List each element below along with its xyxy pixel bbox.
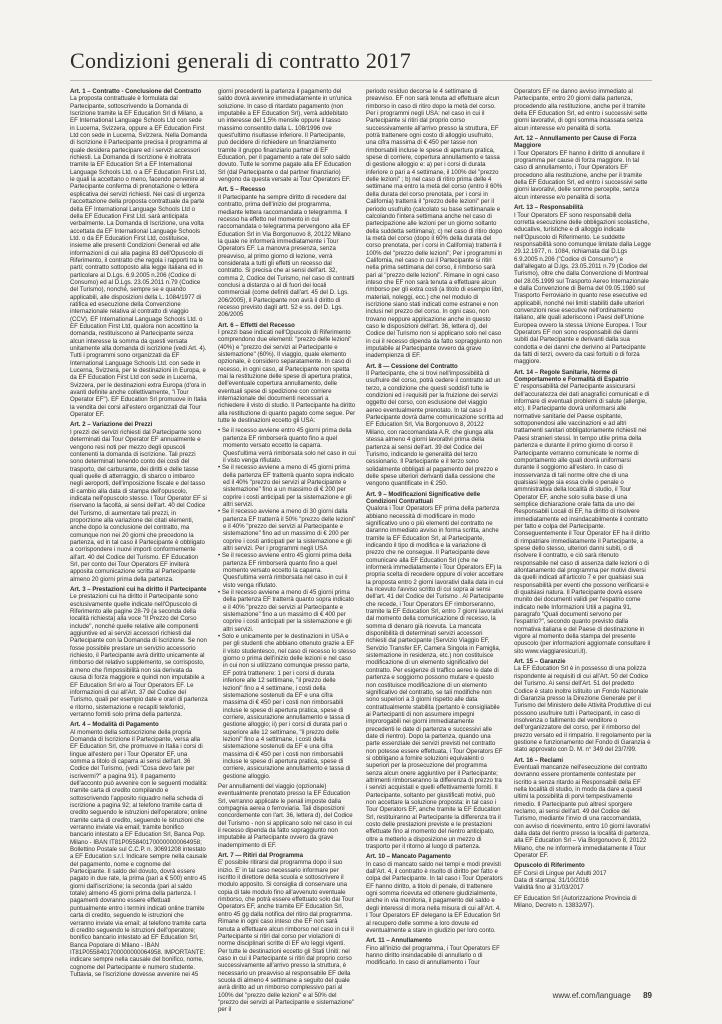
section-paragraph: Per annullamenti del viaggio (opzionale) eventualmente prenotato presso la EF Education Srl, verranno applicate le penali imposte dalla compagnia aerea o ferroviaria. Tali disposizioni concordemente con l'art. 36, lettera d), del Codice del Turismo - non si applicano solo nel caso in cui il recesso dipenda da fatto sopraggiunto non imputabile al Partecipante ovvero da grave inadempimento di EF. <box>218 782 353 849</box>
section-heading: Art. 3 – Prestazioni cui ha diritto il Partecipante <box>70 586 207 594</box>
section-heading: Art. 4 – Modalità di Pagamento <box>70 721 159 729</box>
section-heading: Art. 13 – Responsabilità <box>514 204 584 212</box>
list-item: • Se il recesso avviene a meno di 45 giorni prima della partenza EF tratterrà quanto sopra indicato ed il 40% "prezzo dei servizi al Partecipante e sistemazione" fino a un massimo di € 200 per coprire i costi anticipati per la sistemazione e gli altri servizi. <box>218 464 356 508</box>
section-paragraph: EF Education Srl (Autorizzazione Provincia di Milano, Decreto n. 13832/97). <box>514 894 637 910</box>
list-item: • Solo e unicamente per le destinazioni in USA e per gli studenti che abbiano ottenuto grazie a EF il visto studentesco, nel caso di recesso lo stesso giorno o prima dell'inizio delle lezioni e nel caso in cui non si utilizzano comunque presso parte, EF potrà trattenere: 1 per i corsi di durata inferiore alle 12 settimane, "il prezzo delle lezioni" fino a 4 settimane, i costi della sistemazione sostenuti da EF e una cifra massima di € 450 per i costi non rimborsabili incluse le spese di apertura pratica, spese di corriere, assicurazione annullamento e tassa di gestione alloggio; ii) per i corsi di durata pari o superiore alle 12 settimane, "il prezzo delle lezioni" fino a 4 settimane, i costi della sistemazione sostenuti da EF e una cifra massima di € 450 per i costi non rimborsabili incluse le spese di apertura pratica, spese di corriere, assicurazione annullamento e tassa di gestione alloggio. <box>218 633 356 780</box>
section-paragraph: E' possibile ritirarsi dal programma dopo il suo inizio. E' in tal caso necessario informare per iscritto il direttore della scuola e sottoscrivere il modulo apposito. Si consiglia di conservare una copia di tale modulo fino all'avvenuto eventuale rimborso, che potrà essere effettuato solo dai Tour Operators EF, anche tramite EF Education Srl, entro 45 gg dalla notifica del ritiro dal programma. Rimane in ogni caso inteso che EF non sarà tenuta a effettuare alcun rimborso nel caso in cui il Partecipante si ritiri dal corso per violazioni di norme disciplinari scritte di EF e/o leggi vigenti. Per tutte le destinazioni eccetto gli Stati Uniti: nel caso in cui il Partecipante si ritiri dal proprio corso successivamente all'arrivo presso la struttura, è necessario un preavviso al responsabile EF della scuola di almeno 4 settimane a seguito del quale avrà diritto ad un rimborso complessivo pari al 100% del "prezzo delle lezioni" e al 50% del "prezzo dei servizi al Partecipante e sistemazione" per il <box>218 859 355 1014</box>
section-paragraph: periodo residuo decorse le 4 settimane di preavviso. EF non sarà tenuta ad effettuare alcun rimborso in caso di ritiro dopo la metà del corso. Per i programmi negli USA: nel caso in cui il Partecipante si ritiri dal proprio corso successivamente all'arrivo presso la struttura, EF potrà trattenere ogni costo di alloggio usufruito, una cifra massima di € 450 per tasse non rimborsabili incluse le spese di apertura pratica, spese di corriere, copertura annullamento e tassa di gestione alloggio e: a) per i corsi di durata inferiore o pari a 4 settimane, il 100% del "prezzo delle lezioni" ; b) nel caso di ritiro prima delle 4 settimane ma entro la metà del corso (entro il 60% della durata del corso prenotata, per i corsi in California) tratterrà il "prezzo delle lezioni" per il periodo usufruito (calcolato su base settimanale e calcolando l'intera settimana anche nel caso di partecipazione alle lezioni per un giorno soltanto della suddetta settimana); c) nel caso di ritiro dopo la metà del corso (dopo il 60% della durata del corso prenotata, per i corsi in California) tratterrà il 100% del "prezzo delle lezioni"; Per i programmi in California, nel caso in cui il Partecipante si ritiri nella prima settimana del corso, il rimborso sarà pari al "prezzo delle lezioni". Rimane in ogni caso inteso che EF non sarà tenuta a effettuare alcun rimborso per gli extra costi (a titolo di esempio libri, materiali, noleggi, ecc.) che nel modulo di iscrizione siano stati indicati come estranei e non inclusi nel prezzo del corso. In ogni caso, non trovano neppure applicazione anche in questo caso le disposizioni dell'art. 36, lettera d), del Codice del Turismo non si applicano solo nel caso in cui il recesso dipenda da fatto sopraggiunto non imputabile al Partecipante ovvero da grave inadempienza di EF. <box>366 88 504 360</box>
section-paragraph: Fino all'inizio del programma, i Tour Operators EF hanno diritto insindacabile di annullarlo o di modificarlo. In caso di annullamento i Tour <box>366 944 500 967</box>
list-item: • Se il recesso avviene a meno di 45 giorni prima della partenza EF tratterrà quanto sopra indicato e il 40% "prezzo dei servizi al Partecipante e sistemazione" fino a un massimo di € 400 per coprire i costi anticipati per la sistemazione e gli altri servizi. <box>218 589 356 633</box>
section-heading: Art. 10 – Mancato Pagamento <box>366 853 451 861</box>
section-paragraph: giorni precedenti la partenza il pagamento del saldo dovrà avvenire immediatamente in un'unica soluzione. In caso di ritardato pagamento (non imputabile a EF Education Srl), verrà addebitato un interesse del 1,5% mensile oppure il tasso massimo consentito dalla L. 108/1996 ove quest'ultimo risultasse inferiore. Il Partecipante, può decidere di richiedere un finanziamento tramite il gruppo finanziario partner di EF Education, per il pagamento a rate del solo saldo dovuto. Tutte le somme pagate alla EF Education Srl (dal Partecipante o dal partner finanziario) vengono da questa versate ai Tour Operators EF. <box>218 88 352 184</box>
text-column-1 <box>70 88 208 980</box>
text-column-4 <box>514 88 652 980</box>
text-column-2 <box>218 88 356 1014</box>
section-heading: Art. 5 – Recesso <box>218 186 266 194</box>
page-footer <box>553 991 652 1000</box>
section-paragraph: Il Partecipante ha sempre diritto di recedere dal contratto, prima dell'inizio del programma, mediante lettera raccomandata o telegramma. Il recesso ha effetto nel momento in cui raccomandata o telegramma pervengono alla EF Education Srl in Via Borgonuovo 8, 20122 Milano la quale ne informerà immediatamente i Tour Operators EF. La manovra presenza, senza preavviso, al primo giorno di lezione, verrà considerata a tutti gli effetti un recesso dal contratto. Si precisa che ai sensi dell'art. 32, comma 2, Codice del Turismo, nel caso di contratti conclusi a distanza o al di fuori dei locali commerciali (come definiti dall'art. 45 del D. Lgs. 206/2005), il Partecipante non avrà il diritto di recesso previsto dagli artt. 52 e ss. del D. Lgs. 206/2005 <box>218 193 355 319</box>
section-paragraph: I prezzi base indicati nell'Opuscolo di Riferimento comprendono due elementi: "prezzo delle lezioni" (40%) e "prezzo dei servizi al Partecipante e sistemazione" (60%). Il viaggio, quale elemento opzionale, è considero separatamente. In caso di recesso, in ogni caso, al Partecipante non spetta mai la restituzione delle spese di apertura pratica, dell'eventuale copertura annullamento, delle eventuali spese di spedizione con corriere internazionale dei documenti necessari a richiedere il visto di studio. Il Partecipante ha diritto alla restituzione di quanto pagato come segue. Per tutte le destinazioni eccetto gli USA: <box>218 329 356 425</box>
section-paragraph: Eventuali mancanze nell'esecuzione del contratto dovranno essere prontamente contestate per iscritto a senza ritardo ai Responsabili della EF nella località di studio, in modo da dare a questi ultimi la possibilità di porvi tempestivamente rimedio. Il Partecipante può altresì sporgere reclamo, ai sensi dell'art. 49 del Codice del Turismo, mediante l'invio di una raccomandata, con avviso di ricevimento, entro 10 giorni lavorativi dalla data del rientro presso la località di partenza, alla EF Education Srl – Via Borgonuovo 8, 20122 Milano, che ne informerà immediatamente il Tour Operator EF. <box>514 763 651 860</box>
list-item: • Se il recesso avviene entro 45 giorni prima della partenza EF rimborserà quanto fino a quel momento versato eccetto la caparra. Quest'ultima verrà rimborsata solo nel caso in cui il visto venga rifiutato. <box>218 427 356 464</box>
section-paragraph: In caso di mancato saldo nei tempi e modi previsti dall'Art. 4, il contratto è risolto di diritto per fatto e colpa del Partecipante. In tal caso i Tour Operators EF hanno diritto, a titolo di penale, di trattenere ogni somma ricevuta ed ottenere giudizialmente, anche in via monitoria, il pagamento del saldo e degli interessi di mora nella misura di cui all'Art. 4. I Tour Operators EF delegano la EF Education Srl al recupero delle somme a loro dovute ed eventualmente a stare in giudizio per loro conto. <box>366 860 503 934</box>
section-paragraph: Operators EF ne danno avviso immediato al Partecipante, entro 20 giorni dalla partenza, procedendo alla restituzione, anche per il tramite della EF Education Srl, ed entro i successivi sette giorni lavorativi, di ogni somma incassata senza alcun interesse e/o penalità di sorta. <box>514 88 648 132</box>
text-column-3 <box>366 88 504 980</box>
section-heading: Art. 11 – Annullamento <box>366 937 432 945</box>
section-heading: Art. 8 — Cessione del Contratto <box>366 362 458 370</box>
section-heading: Art. 15 – Garanzie <box>514 658 566 666</box>
section-paragraph: Le prestazioni cui ha diritto il Partecipante sono esclusivamente quelle indicate nell'Opuscolo di Riferimento alle pagine 28-79 (a seconda della località richiesta) alla voce "Il Prezzo del Corso include", nonché quelle relative alle componenti aggiuntive ed ai servizi accessori richiesti dal Partecipante con la Domanda di Iscrizione. Se non fosse possibile prestare un servizio accessorio richiesto, il Partecipante avrà diritto unicamente al rimborso del relativo supplemento, se corrisposto, a meno che l'impossibilità non sia derivata da causa di forza maggiore e quindi non imputabile a EF Education Srl e/o ai Tour Operators EF. Le informazioni di cui all'Art. 37 del Codice del Turismo, quali per esempio date e orari di partenza e ritorno, sistemazione e recapiti telefonici, verranno forniti solo prima della partenza. <box>70 593 208 718</box>
section-paragraph: Il Partecipante, che si trovi nell'impossibilità di usufruire del corso, potrà cedere il contratto ad un terzo, a condizione che questi soddisfi tutte le condizioni ed i requisiti per la fruizione dei servizi oggetto del corso, con esclusione del viaggio aereo eventualmente prenotato. In tal caso il Partecipante dovrà darne comunicazione scritta ad EF Education Srl, Via Borgonuovo 8, 20122 Milano, con raccomandata A.R. che giunga alla stessa almeno 4 giorni lavorativi prima della partenza ai sensi dell'art. 39 del Codice del Turismo, indicando le generalità del terzo cessionario. Il Partecipante e il terzo sono solidalmente obbligati al pagamento del prezzo e delle spese ulteriori derivanti dalla cessione che vengono quantificate in € 250. <box>366 370 504 488</box>
section-heading: Art. 1 – Contratto - Conclusione del Contratto <box>70 88 202 95</box>
section-heading: Opuscolo di Riferimento <box>514 862 585 870</box>
section-paragraph: I prezzi dei servizi richiesti dal Partecipante sono determinati dai Tour Operator EF annualmente e vengono resi noti per mezzo degli opuscoli contenenti la domanda di iscrizione. Tali prezzi sono determinati tenendo conto dei costi del trasporto, del carburante, dei diritti e delle tasse quali quelle di atterraggio, di sbarco o imbarco negli aeroporti, dell'imposizione fiscale e del tasso di cambio alla data di stampa dell'opuscolo, indicata nell'opuscolo stesso. I Tour Operator EF si riservano la facoltà, ai sensi dell'art. 40 del Codice del Turismo, di aumentare tali prezzi, in proporzione alla variazione dei citati elementi, anche dopo la conclusione del contratto, ma comunque non nei 20 giorni che precedono la partenza, ed in tal caso il Partecipante è obbligato a corrispondere i nuovi importi conformemente all'art. 40 del Codice del Turismo. EF Education Srl, per conto dei Tour Operators EF inviterà apposita comunicazione scritta al Partecipante almeno 20 giorni prima della partenza. <box>70 428 207 583</box>
section-heading: Art. 14 – Regole Sanitarie, Norme di Comportamento e Formalità di Espatrio <box>514 368 629 384</box>
list-item: • Se il recesso avviene a meno di 30 giorni dalla partenza EF tratterrà il 50% "prezzo delle lezioni" e il 40% "prezzo dei servizi al Partecipante e sistemazione" fino ad un massimo di € 200 per coprire i costi anticipati per la sistemazione e gli altri servizi. Per i programmi negli USA <box>218 508 356 552</box>
page-number: 89 <box>643 991 652 1000</box>
section-heading: Art. 9 – Modificazioni Significative delle Condizioni Contrattuali <box>366 490 481 505</box>
section-heading: Art. 2 – Variazione dei Prezzi <box>70 421 153 429</box>
bullet-list <box>218 427 356 780</box>
section-paragraph: Qualora i Tour Operators EF prima della partenza abbiano necessità di modificare in modo significativo uno o più elementi del contratto ne daranno immediato avviso in forma scritta, anche tramite la EF Education Srl, al Partecipante, indicando il tipo di modifica e la variazione di prezzo che ne consegue. Il Partecipante deve comunicare alla EF Education Srl (che ne informerà immediatamente i Tour Operators EF) la propria scelta di recedere oppure di voler accettare la proposta entro 2 giorni lavorativi dalla data in cui ha ricevuto l'avviso scritto di cui sopra ai sensi dell'art. 41 del Codice del Turismo . Al Partecipante che recede, i Tour Operators EF rimborseranno, tramite la EF Education Srl, entro 7 giorni lavorativi dal momento della comunicazione di recesso, la somma di denaro già ricevuta. La mancata disponibilità di determinati servizi accessori richiesti dal partecipante (Servizio Viaggio EF, Servizio Transfer EF, Camera Singola in Famiglia, sistemazione in residenza, etc.) non costituisce modificazione di un elemento significativo del contratto. Per esigenze di traffico aereo le date di partenza e soggiorno possono mutare e questo non costituisce modificazione di un elemento significativo del contratto, se tali modifiche non sono superiori a 3 giorni rispetto alle data contrattualmente stabilita (pertanto è consigliabile ai Partecipanti di non assumere impegni improrogabili nei giorni immediatamente precedenti le date di partenza e successivi alle date di rientro). Dopo la partenza, quando una parte essenziale dei servizi previsti nel contratto non potesse essere effettuata, i Tour Operators EF si obbligano a fornire soluzioni equivalenti o superiori per la prosecuzione del programma senza alcun onere aggiuntivo per il Partecipante; altrimenti rimborseranno la differenza di prezzo tra i servizi acquistati e quelli effettivamente forniti. Il Partecipante, soltanto per giustificati motivi, può non accettare la soluzione proposta: in tal caso i Tour Operators EF, anche tramite la EF Education Srl, restituiranno al Partecipante la differenza tra il costo delle prestazioni previste e le prestazioni effettuate fino al momento del rientro anticipato, oltre a metterlo a disposizione un mezzo di trasporto per il ritorno al luogo di partenza. <box>366 505 504 851</box>
section-paragraph: Al momento della sottoscrizione della propria Domanda di Iscrizione il Partecipante, versa alla EF Education Srl, che promuove in Italia i corsi di lingue all'estero per i Tour Operator EF, una somma a titolo di caparra ai sensi dell'art. 36 Codice del Turismo, (vedi "Cosa devo fare per iscrivermi?" a pagina 91). Il pagamento dell'acconto può avvenire con le seguenti modalità: tramite carta di credito compilando e sottoscrivendo l'apposito riquadro nella scheda di iscrizione a pagina 92; al telefono tramite carta di credito seguendo le istruzioni dell'operatore; online tramite carta di credito, seguendo le istruzioni che verranno inviate via email; tramite bonifico bancario intestato a EF Education Srl, Banca Pop. Milano - IBAN IT81P0558401700000000064958; Bollettino Postale sul C.C.P. n. 30691208 intestato a EF Education s.r.l. Indicare sempre nella causale del pagamento, nome e cognome del Partecipante. Il saldo del dovuto, dovrà essere pagato in due rate, la prima (pari a € 500) entro 45 giorni dall'iscrizione; la seconda (pari al saldo totale) almeno 45 giorni prima della partenza. I pagamenti dovranno essere effettuati puntualmente entro i termini indicati online tramite carta di credito, seguendo le istruzioni che verranno inviate via email; al telefono tramite carta di credito seguendo le istruzioni dell'operatore; bonifico bancario intestato ad EF Education Srl, Banca Popolare di Milano - IBAN IT81P0558401700000000064958. IMPORTANTE: indicare sempre nella causale del bonifico, nome, cognome del Partecipante e numero studente. Tuttavia, se l'iscrizione dovesse avvenire nei 45 <box>70 728 208 978</box>
section-paragraph: E' responsabilità del Partecipante assicurarsi dell'accuratezza dei dati anagrafici comunicati e di informare di eventuali problemi di salute (allergie, etc). Il Partecipante dovrà uniformarsi alle normative sanitarie del Paese ospitante, sottoponendosi alle vaccinazioni e ad altri trattamenti sanitari obbligatoriamente richiesti nei Paesi stranieri stessi. In tempo utile prima della partenza e durante il primo giorno di corso il Partecipante verranno comunicate le norme di comportamento alle quali dovrà uniformarsi durante il soggiorno all'estero. In caso di inosservanza di tali norme oltre che di una qualsiasi legge sia essa civile o penale o ammnistrativa della località di studio, il Tour Operator EF, anche solo sulla base di una semplice dichiarazione orale fatta da uno dei Responsabili Locali di EF, ha diritto di risolvere immediatamente ed insindacabilmente il contratto per fatto e colpa del Partecipante. Conseguentemente il Tour Operator EF ha il diritto di rimpatriare immediatamente il Partecipante, a spese dello stesso, ulteriori danni subiti, o di risolvere il contratto, e ciò sarà ritenuto responsabile nel caso di assenza dalle lezioni o di allontanamento dal programma per motivi diversi da quelli indicati all'articolo 7 e per qualsiasi sua responsabilità per eventi che possono verificarsi e di qualsiasi natura. Il Partecipante dovrà essere munito dei documenti validi per l'espatrio come indicato nelle Informazioni Utili a pagina 91, paragrafo "Quali documenti servono per l'espatrio?", secondo quanto previsto dalla normativa italiana e del Paese di destinazione in vigore al momento della stampa del presente opuscolo (per informazioni aggiornate consultare il sito www.viaggiaresicuri.it). <box>514 383 651 655</box>
section-heading: Art. 6 – Effetti del Recesso <box>218 321 295 329</box>
list-item: • Se il recesso avviene entro 45 giorni prima della partenza EF rimborserà quanto fino a quel momento versato eccetto la caparra. Quest'ultima verrà rimborsata nel caso in cui il visto venga rifiutato. <box>218 552 356 589</box>
title-divider <box>70 80 652 81</box>
section-heading: Art. 16 – Reclami <box>514 756 564 764</box>
section-paragraph: I Tour Operators EF hanno il diritto di annullare il programma per cause di forza maggiore. In tal caso di annullamento, i Tour Operators EF procedono alla restituzione, anche per il tramite della EF Education Srl, ed entro i successivi sette giorni lavorativi, delle somme percepite, senza alcun interesse e/o penalità di sorta. <box>514 149 648 201</box>
page-title: Condizioni generali di contratto 2017 <box>70 48 412 73</box>
section-paragraph: EF Corsi di Lingue per Adulti 2017 Data di stampa: 31/10/2016 Validità fino al 31/03/2017 <box>514 869 607 892</box>
section-paragraph: I Tour Operators EF sono responsabili della corretta esecuzione delle obbligazioni scolastiche, educative, turistiche e di alloggio indicate nell'Opuscolo di Riferimento. Le suddette responsabilità sono comunque limitate dalla Legge 29.12.1977, n. 1084, richiamata dal D.Lgs 6.9.2005 n.206 ("Codice di Consumo") e dall'allegato al D.lgs. 23.05.2011 n.79 (Codice del Turismo), oltre che dalla Convenzione di Montreal del 28.05.1999 sul Trasporto Aereo Internazionale e dalla Convenzione di Berna del 09.05.1980 sul Trasporto Ferroviario in quanto rese esecutive ed applicabili, nonché nei limiti stabiliti dalle ulteriori convenzioni rese esecutive nell'ordinamento italiano, alle quali aderiscono i Paesi dell'Unione Europea ovvero la stessa Unione Europea. I Tour Operators EF non sono responsabili dei danni subiti dal Partecipante e derivanti dalla sua condotta e dei danni che derivino al Partecipante da fatti di terzi, ovvero da casi fortuiti o di forza maggiore. <box>514 211 651 366</box>
section-heading: Art. 7 — Ritiri dal Programma <box>218 852 303 860</box>
footer-url-link[interactable]: www.ef.com/language <box>552 991 631 1000</box>
section-paragraph: La proposta contrattuale è formulata dal Partecipante, sottoscrivendo la Domanda di Iscrizione tramite la EF Education Srl di Milano, a EF International Language Schools Ltd con sede in Lucerna, Svizzera, oppure a EF Education First Ltd con sede in Lucerna, Svizzera. Nella Domanda di Iscrizione il Partecipante precisa il programma al quale desidera partecipare ed i servizi accessori richiesti. La Domanda di Iscrizione è inoltrata tramite la EF Education Srl a EF International Language Schools Ltd. o a EF Education First Ltd, le quali la accettano o meno, facendo pervenire al Partecipante conferma di prenotazione o lettera esplicativa dei servizi richiesti. Nei casi di urgenza l'accettazione della proposta contrattuale da parte della EF International Language Schools Ltd o della EF Education First Ltd. sarà anticipata verbalmente. La Domanda di Iscrizione, una volta accettata da EF International Language Schools Ltd. o da EF Education First Ltd, costituisce, insieme alle presenti Condizioni Generali ed alle informazioni di cui alla pagina 83 dell'Opuscolo di Riferimento, il contratto che regola i rapporti tra le parti; contratto sottoposto alla legge italiana ed in particolare al D.Lgs. 6.9.2005 n.206 (Codice di Consumo) ed al D.Lgs. 23.05.2011 n.79 (Codice del Turismo), nonché, sempre se e quando applicabili, alle disposizioni della L. 1084/1977 di ratifica ed esecuzione della Convenzione internazionale relativa al contratto di viaggio (CCV). EF International Language Schools Ltd. o EF Education First Ltd, qualora non accettino la domanda, restituiscono al Partecipante senza alcun interesse la somma da questi versata unitamente alla domanda di iscrizione (vedi Art. 4). Tutti i programmi sono organizzati da EF International Language Schools Ltd. con sede in Lucerna, Svizzera, per le destinazioni in Europa, e da EF Education First Ltd con sede in Lucerna, Svizzera, per le destinazioni extra Europa (d'ora in avanti definite anche collettivamente, "i Tour Operator EF"). EF Education Srl promuove in Italia la vendita dei corsi all'estero organizzati dai Tour Operator EF. <box>70 95 208 419</box>
section-heading: Art. 12 – Annullamento per Cause di Forza Maggiore <box>514 135 637 150</box>
section-paragraph: La EF Education Srl è in possesso di una polizza rispondente ai requisiti di cui all'Art. 50 del Codice del Turismo. Ai sensi dell'Art. 51 del predetto Codice è stato inoltre istituito un Fondo Nazionale di Garanzia presso la Direzione Generale per il Turismo del Ministero delle Attività Produttive di cui possono usufruire tutti i Partecipanti, in caso di insolvenza o fallimento del venditore o dell'organizzatore del corso, per il rimborso del prezzo versato ed il rimpatrio. Il regolamento per la gestione e funzionamento del Fondo di Garanzia è stato approvato con D. M. n° 349 del 23/7/99. <box>514 665 652 754</box>
